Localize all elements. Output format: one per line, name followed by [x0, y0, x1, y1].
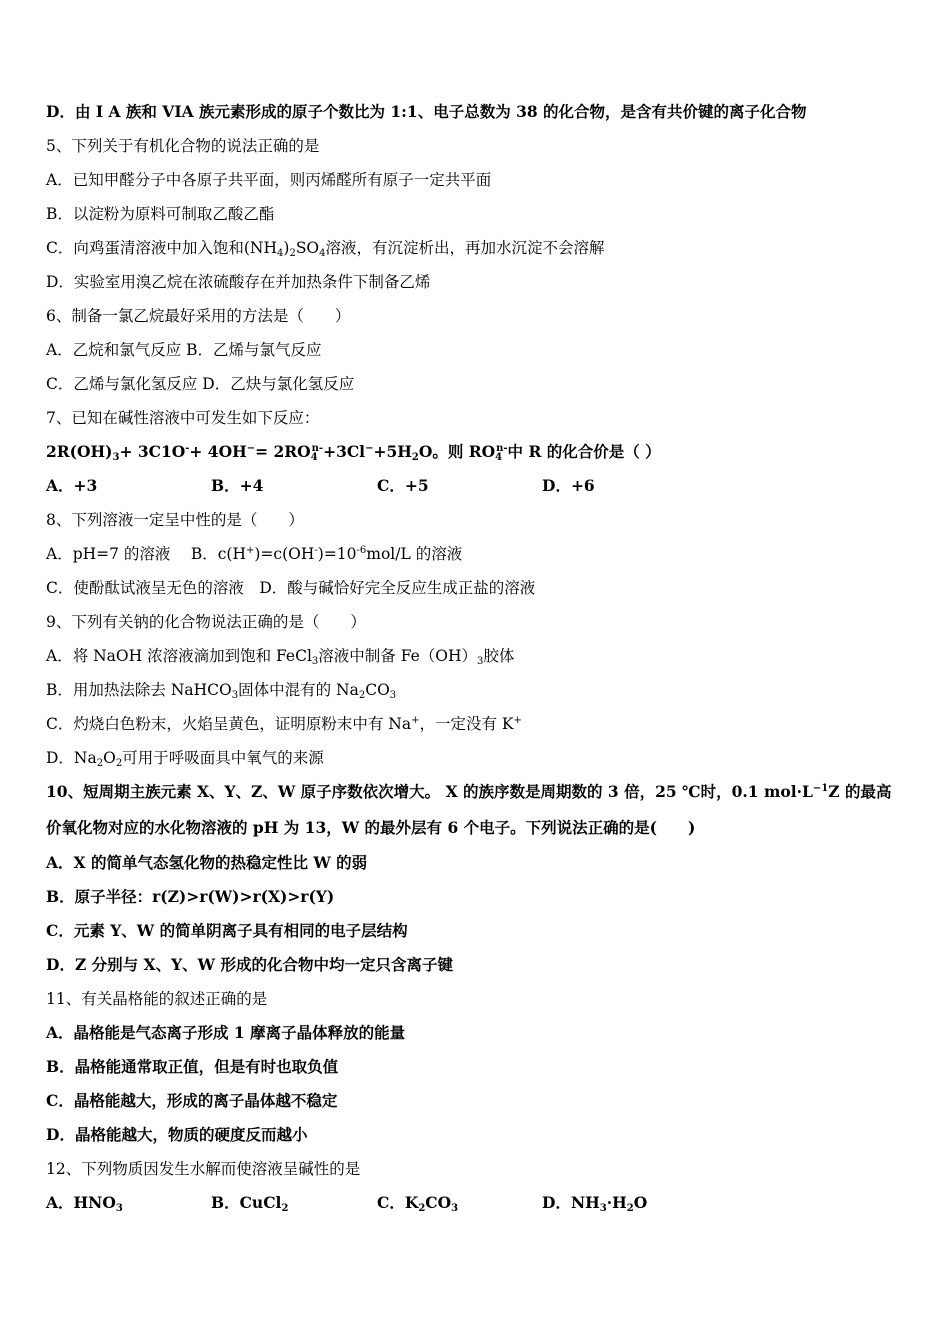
- q11-option-d: D．晶格能越大，物质的硬度反而越小: [46, 1125, 308, 1144]
- q5-stem: 5、下列关于有机化合物的说法正确的是: [46, 137, 320, 155]
- q10-stem-line1: 10、短周期主族元素 X、Y、Z、W 原子序数依次增大。 X 的族序数是周期数的 3 倍，25 ℃时，0.1 $mol\cdot L^{-1}Z$ 的最高: [46, 782, 892, 801]
- q7-options-row: [46, 476, 906, 496]
- q10-option-c: C．元素 Y、W 的简单阴离子具有相同的电子层结构: [46, 921, 408, 940]
- q12-stem: 12、下列物质因发生水解而使溶液呈碱性的是: [46, 1160, 361, 1178]
- q6-stem: 6、制备一氯乙烷最好采用的方法是（ ）: [46, 307, 351, 325]
- q11-option-b: B．晶格能通常取正值，但是有时也取负值: [46, 1057, 339, 1076]
- q10-option-d: D．Z 分别与 X、Y、W 形成的化合物中均一定只含离子键: [46, 955, 453, 974]
- q7-option-c: C．+5: [377, 476, 429, 495]
- q7-equation: $2R(OH)_3+ 3C1O^-+ 4OH^-= 2RO_4^{n-}+3Cl^-+5H_2O$。则 $RO_4^{n-}$中 R 的化合价是（ ）: [46, 442, 661, 463]
- q9-stem: 9、下列有关钠的化合物说法正确的是（ ）: [46, 613, 366, 631]
- q9-option-b: B．用加热法除去 NaHCO$_3$固体中混有的 $Na_2CO_3$: [46, 681, 397, 701]
- q12-option-d: D．$NH_3\cdot H_2O$: [542, 1193, 648, 1214]
- q12-option-b: B．CuCl$_2$: [211, 1193, 289, 1214]
- q6-options-cd: C．乙烯与氯化氢反应 D．乙炔与氯化氢反应: [46, 375, 355, 393]
- q8-options-ab: A．pH=7 的溶液 B．$c(H^+)=c(OH^-)=10^{-6}mol/L$ 的溶液: [46, 545, 463, 563]
- q10-option-b: B．原子半径：r(Z)>r(W)>r(X)>r(Y): [46, 887, 335, 906]
- q10-stem-line2: 价氧化物对应的水化物溶液的 pH 为 13，W 的最外层有 6 个电子。下列说法正确的是( ): [46, 818, 696, 837]
- q11-stem: 11、有关晶格能的叙述正确的是: [46, 990, 268, 1008]
- q12-options-row: [46, 1193, 906, 1213]
- q9-option-d: D．$Na_2O_2$可用于呼吸面具中氧气的来源: [46, 749, 324, 769]
- q11-option-c: C．晶格能越大，形成的离子晶体越不稳定: [46, 1091, 338, 1110]
- q7-option-d: D．+6: [542, 476, 595, 495]
- q12-option-c: C．$K_2CO_3$: [377, 1193, 459, 1214]
- q5-option-b: B．以淀粉为原料可制取乙酸乙酯: [46, 205, 275, 223]
- q6-options-ab: A．乙烷和氯气反应 B．乙烯与氯气反应: [46, 341, 322, 359]
- q9-option-a: A．将 NaOH 浓溶液滴加到饱和 FeCl$_3$溶液中制备 $Fe(OH)_3$胶体: [46, 647, 515, 667]
- q11-option-a: A．晶格能是气态离子形成 1 摩离子晶体释放的能量: [46, 1023, 406, 1042]
- q5-option-a: A．已知甲醛分子中各原子共平面，则丙烯醛所有原子一定共平面: [46, 171, 492, 189]
- q10-option-a: A．X 的简单气态氢化物的热稳定性比 W 的弱: [46, 853, 368, 872]
- q7-option-b: B．+4: [211, 476, 264, 495]
- q7-stem: 7、已知在碱性溶液中可发生如下反应：: [46, 409, 320, 427]
- q8-options-cd: C．使酚酞试液呈无色的溶液 D．酸与碱恰好完全反应生成正盐的溶液: [46, 579, 536, 597]
- q5-option-c: C．向鸡蛋清溶液中加入饱和$(NH_4)_2SO_4$溶液，有沉淀析出，再加水沉淀不会溶解: [46, 239, 605, 259]
- q8-stem: 8、下列溶液一定呈中性的是（ ）: [46, 511, 304, 529]
- q12-option-a: A．$HNO_3$: [46, 1193, 123, 1214]
- q7-option-a: A．+3: [46, 476, 98, 495]
- q4-option-d: D．由 I A 族和 VIA 族元素形成的原子个数比为 1:1、电子总数为 38 的化合物，是含有共价键的离子化合物: [46, 102, 807, 121]
- q5-option-d: D．实验室用溴乙烷在浓硫酸存在并加热条件下制备乙烯: [46, 273, 431, 291]
- q9-option-c: C．灼烧白色粉末，火焰呈黄色，证明原粉末中有 Na+，一定没有 K+: [46, 715, 522, 733]
